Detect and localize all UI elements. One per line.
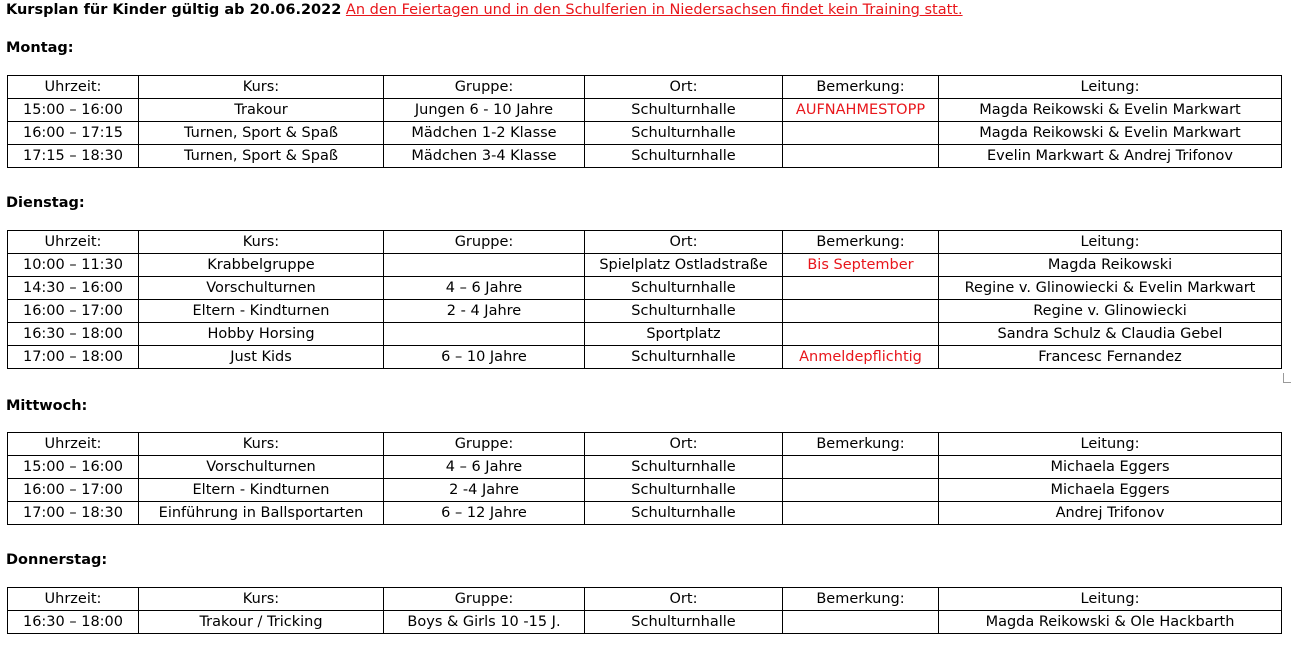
- cell-course: Just Kids: [139, 346, 384, 369]
- cell-leader: Magda Reikowski & Evelin Markwart: [939, 99, 1282, 122]
- document-title: Kursplan für Kinder gültig ab 20.06.2022: [6, 2, 342, 18]
- cell-group: 6 – 12 Jahre: [384, 502, 585, 525]
- cell-group: Mädchen 1-2 Klasse: [384, 122, 585, 145]
- column-header-location: Ort:: [585, 433, 783, 456]
- column-header-time: Uhrzeit:: [8, 588, 139, 611]
- cell-time: 10:00 – 11:30: [8, 254, 139, 277]
- table-header-row: [8, 588, 1282, 611]
- column-header-course: Kurs:: [139, 231, 384, 254]
- table-row: [8, 99, 1282, 122]
- cell-note: [783, 145, 939, 168]
- column-header-course: Kurs:: [139, 588, 384, 611]
- cell-course: Eltern - Kindturnen: [139, 300, 384, 323]
- cell-course: Hobby Horsing: [139, 323, 384, 346]
- cell-group: Mädchen 3-4 Klasse: [384, 145, 585, 168]
- cell-course: Trakour / Tricking: [139, 611, 384, 634]
- day-heading: Montag:: [6, 40, 74, 56]
- table-row: [8, 277, 1282, 300]
- cell-location: Sportplatz: [585, 323, 783, 346]
- table-row: [8, 145, 1282, 168]
- cell-course: Eltern - Kindturnen: [139, 479, 384, 502]
- cell-group: [384, 254, 585, 277]
- cell-location: Schulturnhalle: [585, 300, 783, 323]
- column-header-note: Bemerkung:: [783, 588, 939, 611]
- column-header-course: Kurs:: [139, 76, 384, 99]
- cell-time: 16:00 – 17:00: [8, 479, 139, 502]
- cell-location: Schulturnhalle: [585, 479, 783, 502]
- cell-time: 17:15 – 18:30: [8, 145, 139, 168]
- cell-location: Schulturnhalle: [585, 99, 783, 122]
- cell-leader: Evelin Markwart & Andrej Trifonov: [939, 145, 1282, 168]
- cell-time: 17:00 – 18:00: [8, 346, 139, 369]
- cell-leader: Magda Reikowski & Ole Hackbarth: [939, 611, 1282, 634]
- cell-time: 15:00 – 16:00: [8, 456, 139, 479]
- cell-time: 16:30 – 18:00: [8, 323, 139, 346]
- cell-note: [783, 300, 939, 323]
- table-header-row: [8, 231, 1282, 254]
- cell-group: 6 – 10 Jahre: [384, 346, 585, 369]
- table-row: [8, 122, 1282, 145]
- cell-course: Vorschulturnen: [139, 456, 384, 479]
- column-header-location: Ort:: [585, 76, 783, 99]
- column-header-note: Bemerkung:: [783, 231, 939, 254]
- cell-note: Bis September: [783, 254, 939, 277]
- cell-course: Vorschulturnen: [139, 277, 384, 300]
- column-header-leader: Leitung:: [939, 76, 1282, 99]
- cell-location: Schulturnhalle: [585, 277, 783, 300]
- day-heading: Donnerstag:: [6, 552, 108, 568]
- day-heading: Dienstag:: [6, 195, 85, 211]
- table-row: [8, 346, 1282, 369]
- cell-location: Schulturnhalle: [585, 456, 783, 479]
- cell-leader: Francesc Fernandez: [939, 346, 1282, 369]
- cell-location: Schulturnhalle: [585, 611, 783, 634]
- cell-time: 14:30 – 16:00: [8, 277, 139, 300]
- cell-note: [783, 479, 939, 502]
- cell-note: [783, 611, 939, 634]
- table-row: [8, 300, 1282, 323]
- table-header-row: [8, 76, 1282, 99]
- cell-location: Schulturnhalle: [585, 145, 783, 168]
- schedule-table: [7, 587, 1282, 634]
- table-row: [8, 479, 1282, 502]
- cell-time: 16:00 – 17:00: [8, 300, 139, 323]
- column-header-location: Ort:: [585, 231, 783, 254]
- cell-note: [783, 122, 939, 145]
- cell-group: 4 – 6 Jahre: [384, 277, 585, 300]
- cell-note: Anmeldepflichtig: [783, 346, 939, 369]
- table-move-handle[interactable]: [1283, 373, 1291, 383]
- cell-time: 16:00 – 17:15: [8, 122, 139, 145]
- column-header-group: Gruppe:: [384, 588, 585, 611]
- cell-leader: Regine v. Glinowiecki & Evelin Markwart: [939, 277, 1282, 300]
- cell-time: 15:00 – 16:00: [8, 99, 139, 122]
- column-header-note: Bemerkung:: [783, 76, 939, 99]
- cell-group: Jungen 6 - 10 Jahre: [384, 99, 585, 122]
- holiday-notice: An den Feiertagen und in den Schulferien in Niedersachsen findet kein Training statt.: [345, 2, 963, 18]
- cell-group: 2 -4 Jahre: [384, 479, 585, 502]
- table-row: [8, 502, 1282, 525]
- column-header-time: Uhrzeit:: [8, 76, 139, 99]
- cell-location: Schulturnhalle: [585, 346, 783, 369]
- column-header-group: Gruppe:: [384, 76, 585, 99]
- schedule-table: [7, 75, 1282, 168]
- cell-time: 17:00 – 18:30: [8, 502, 139, 525]
- cell-note: [783, 277, 939, 300]
- column-header-group: Gruppe:: [384, 231, 585, 254]
- cell-note: [783, 502, 939, 525]
- cell-course: Turnen, Sport & Spaß: [139, 145, 384, 168]
- document-header: [6, 2, 963, 18]
- table-header-row: [8, 433, 1282, 456]
- column-header-note: Bemerkung:: [783, 433, 939, 456]
- cell-location: Schulturnhalle: [585, 502, 783, 525]
- cell-leader: Michaela Eggers: [939, 456, 1282, 479]
- cell-note: [783, 456, 939, 479]
- cell-group: 2 - 4 Jahre: [384, 300, 585, 323]
- cell-note: AUFNAHMESTOPP: [783, 99, 939, 122]
- table-row: [8, 254, 1282, 277]
- schedule-table: [7, 432, 1282, 525]
- cell-time: 16:30 – 18:00: [8, 611, 139, 634]
- cell-leader: Michaela Eggers: [939, 479, 1282, 502]
- cell-leader: Andrej Trifonov: [939, 502, 1282, 525]
- cell-course: Krabbelgruppe: [139, 254, 384, 277]
- cell-group: [384, 323, 585, 346]
- column-header-course: Kurs:: [139, 433, 384, 456]
- cell-group: Boys & Girls 10 -15 J.: [384, 611, 585, 634]
- table-row: [8, 611, 1282, 634]
- cell-course: Turnen, Sport & Spaß: [139, 122, 384, 145]
- cell-note: [783, 323, 939, 346]
- column-header-leader: Leitung:: [939, 588, 1282, 611]
- column-header-leader: Leitung:: [939, 231, 1282, 254]
- cell-leader: Regine v. Glinowiecki: [939, 300, 1282, 323]
- table-row: [8, 323, 1282, 346]
- cell-group: 4 – 6 Jahre: [384, 456, 585, 479]
- cell-location: Schulturnhalle: [585, 122, 783, 145]
- day-heading: Mittwoch:: [6, 398, 88, 414]
- column-header-time: Uhrzeit:: [8, 433, 139, 456]
- cell-leader: Sandra Schulz & Claudia Gebel: [939, 323, 1282, 346]
- column-header-time: Uhrzeit:: [8, 231, 139, 254]
- column-header-group: Gruppe:: [384, 433, 585, 456]
- cell-leader: Magda Reikowski: [939, 254, 1282, 277]
- cell-leader: Magda Reikowski & Evelin Markwart: [939, 122, 1282, 145]
- schedule-table: [7, 230, 1282, 369]
- table-row: [8, 456, 1282, 479]
- cell-location: Spielplatz Ostladstraße: [585, 254, 783, 277]
- column-header-location: Ort:: [585, 588, 783, 611]
- column-header-leader: Leitung:: [939, 433, 1282, 456]
- cell-course: Trakour: [139, 99, 384, 122]
- cell-course: Einführung in Ballsportarten: [139, 502, 384, 525]
